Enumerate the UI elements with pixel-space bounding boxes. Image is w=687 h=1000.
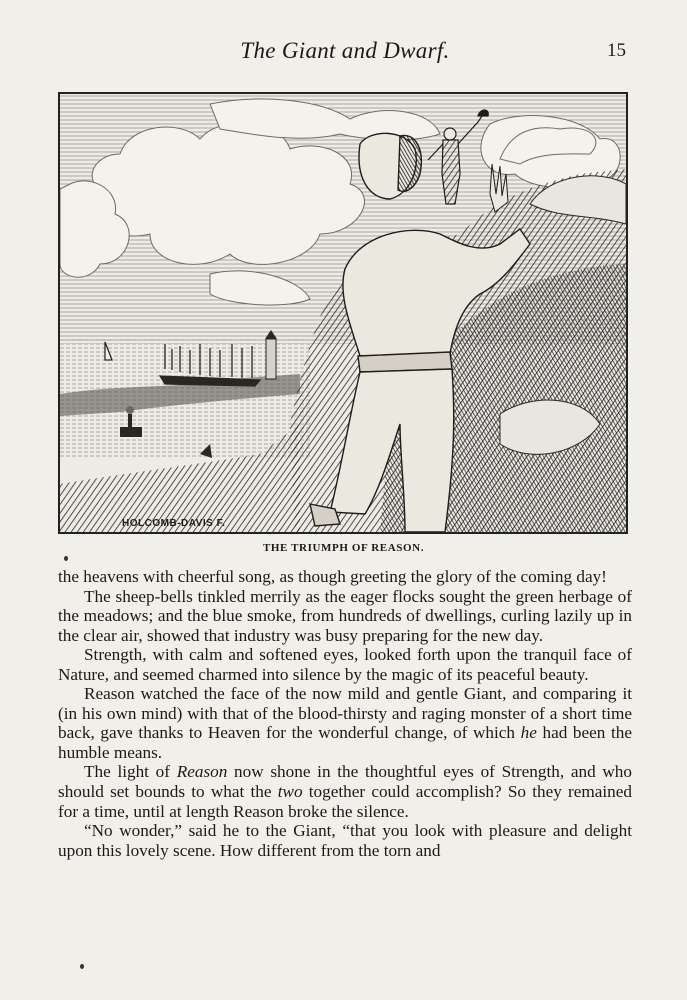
ink-speck [80, 964, 84, 969]
text-run: now shone in the thoughtful eyes of Strength, and who should set bounds to what the [58, 762, 632, 802]
text-run: together could accomplish? So they remained for a time, until at length Reason broke the silence. [58, 782, 632, 821]
paragraph-p2 [58, 587, 632, 646]
paragraph-p4 [58, 684, 632, 762]
page-number: 15 [607, 40, 626, 61]
engraving-illustration [58, 92, 628, 534]
engraver-signature: HOLCOMB-DAVIS F. [122, 518, 226, 529]
running-title: The Giant and Dwarf. [240, 38, 450, 63]
italic-text: he [520, 723, 537, 743]
lighthouse [265, 330, 277, 379]
paragraph-p5 [58, 762, 632, 821]
text-run: The sheep-bells tinkled merrily as the eager flocks sought the green herbage of the meadows; and the blue smoke, from hundreds of dwellings, curling lazily up in the clear air, showed that industry was busy preparing for the new day. [58, 586, 632, 645]
italic-text: Reason [176, 762, 228, 782]
illustration-caption: THE TRIUMPH OF REASON. [262, 542, 425, 554]
page-header [0, 38, 687, 68]
ink-speck [64, 556, 68, 561]
text-run: Reason watched the face of the now mild and gentle Giant, and comparing it (in his own mind) with that of the blood-thirsty and raging monster of a short time back, gave thanks to Heaven for the wonderful change, of which [58, 684, 632, 743]
body-text [58, 567, 632, 860]
text-run: “No wonder,” said he to the Giant, “that you look with pleasure and delight upon this lovely scene. How different from the torn and [58, 821, 632, 860]
paragraph-p1 [58, 567, 632, 587]
paragraph-p6 [58, 821, 632, 860]
text-run: The light of [84, 762, 177, 782]
italic-text: two [277, 782, 303, 802]
text-run: had been the humble means. [58, 723, 632, 762]
paragraph-p3 [58, 645, 632, 684]
text-run: Strength, with calm and softened eyes, looked forth upon the tranquil face of Nature, and seemed charmed into silence by the magic of its peaceful beauty. [58, 645, 632, 684]
text-run: the heavens with cheerful song, as though greeting the glory of the coming day! [58, 567, 607, 586]
engraving-drawing [60, 94, 626, 532]
